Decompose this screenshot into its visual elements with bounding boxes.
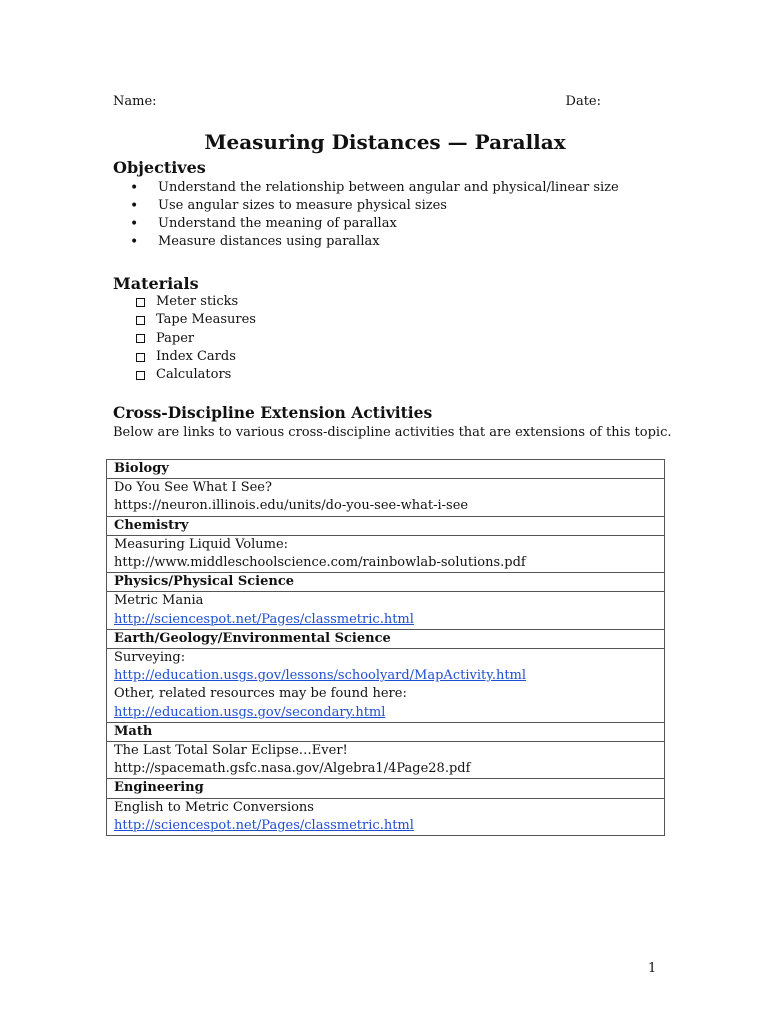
extensions-table (106, 459, 665, 836)
extensions-heading: Cross-Discipline Extension Activities (113, 403, 433, 422)
table-row (107, 516, 665, 535)
resource-cell (107, 535, 665, 572)
date-label: Date: (565, 94, 601, 109)
objectives-list (130, 179, 619, 251)
checkbox-icon[interactable] (136, 353, 145, 362)
resource-text: http://www.middleschoolscience.com/rainbowlab-solutions.pdf (114, 555, 526, 571)
checkbox-icon[interactable] (136, 334, 145, 343)
material-item (136, 366, 256, 384)
materials-list (136, 293, 256, 384)
material-item (136, 348, 256, 366)
table-row (107, 535, 665, 572)
objective-item: • Measure distances using parallax (130, 233, 619, 251)
page-number: 1 (648, 961, 657, 976)
material-label: Meter sticks (156, 294, 239, 309)
table-row (107, 592, 665, 629)
resource-text: Surveying: (114, 650, 186, 666)
header-row (113, 94, 601, 109)
table-row (107, 649, 665, 723)
table-row (107, 460, 665, 479)
material-item (136, 330, 256, 348)
subject-heading: Engineering (107, 779, 665, 798)
material-label: Tape Measures (156, 312, 256, 328)
checkbox-icon[interactable] (136, 371, 145, 380)
resource-text: Measuring Liquid Volume: (114, 536, 289, 552)
resource-link[interactable]: http://education.usgs.gov/lessons/schoolyard/MapActivity.html (114, 668, 527, 684)
resource-cell (107, 798, 665, 835)
resource-text: Metric Mania (114, 593, 204, 609)
material-label: Index Cards (156, 348, 236, 364)
checkbox-icon[interactable] (136, 298, 145, 307)
extensions-intro: Below are links to various cross-discipline activities that are extensions of this topic. (113, 425, 672, 440)
table-row (107, 629, 665, 648)
resource-text: Other, related resources may be found here: (114, 686, 407, 702)
table-row (107, 742, 665, 779)
material-label: Calculators (156, 367, 232, 383)
table-row (107, 722, 665, 741)
material-item (136, 293, 256, 311)
table-row (107, 779, 665, 798)
materials-heading: Materials (113, 274, 199, 293)
resource-cell (107, 592, 665, 629)
resource-link[interactable]: http://sciencespot.net/Pages/classmetric.html (114, 611, 414, 627)
checkbox-icon[interactable] (136, 316, 145, 325)
resource-cell (107, 742, 665, 779)
resource-cell (107, 479, 665, 516)
objectives-heading: Objectives (113, 158, 206, 177)
table-row (107, 573, 665, 592)
subject-heading: Math (107, 722, 665, 741)
objective-item: • Understand the relationship between angular and physical/linear size (130, 179, 619, 197)
objective-item: • Use angular sizes to measure physical sizes (130, 197, 619, 215)
resource-text: Do You See What I See? (114, 480, 272, 496)
name-label: Name: (113, 94, 157, 109)
subject-heading: Biology (107, 460, 665, 479)
resource-text: English to Metric Conversions (114, 799, 314, 815)
objective-item: • Understand the meaning of parallax (130, 215, 619, 233)
resource-link[interactable]: http://sciencespot.net/Pages/classmetric.html (114, 817, 414, 833)
subject-heading: Earth/Geology/Environmental Science (107, 629, 665, 648)
document-title: Measuring Distances — Parallax (204, 130, 566, 154)
subject-heading: Physics/Physical Science (107, 573, 665, 592)
resource-link[interactable]: http://education.usgs.gov/secondary.html (114, 704, 386, 720)
resource-text: The Last Total Solar Eclipse…Ever! (114, 743, 348, 759)
material-label: Paper (156, 330, 195, 346)
resource-cell (107, 649, 665, 723)
material-item (136, 311, 256, 329)
resource-text: https://neuron.illinois.edu/units/do-you-see-what-i-see (114, 498, 469, 514)
table-row (107, 798, 665, 835)
table-row (107, 479, 665, 516)
subject-heading: Chemistry (107, 516, 665, 535)
resource-text: http://spacemath.gsfc.nasa.gov/Algebra1/4Page28.pdf (114, 761, 471, 777)
